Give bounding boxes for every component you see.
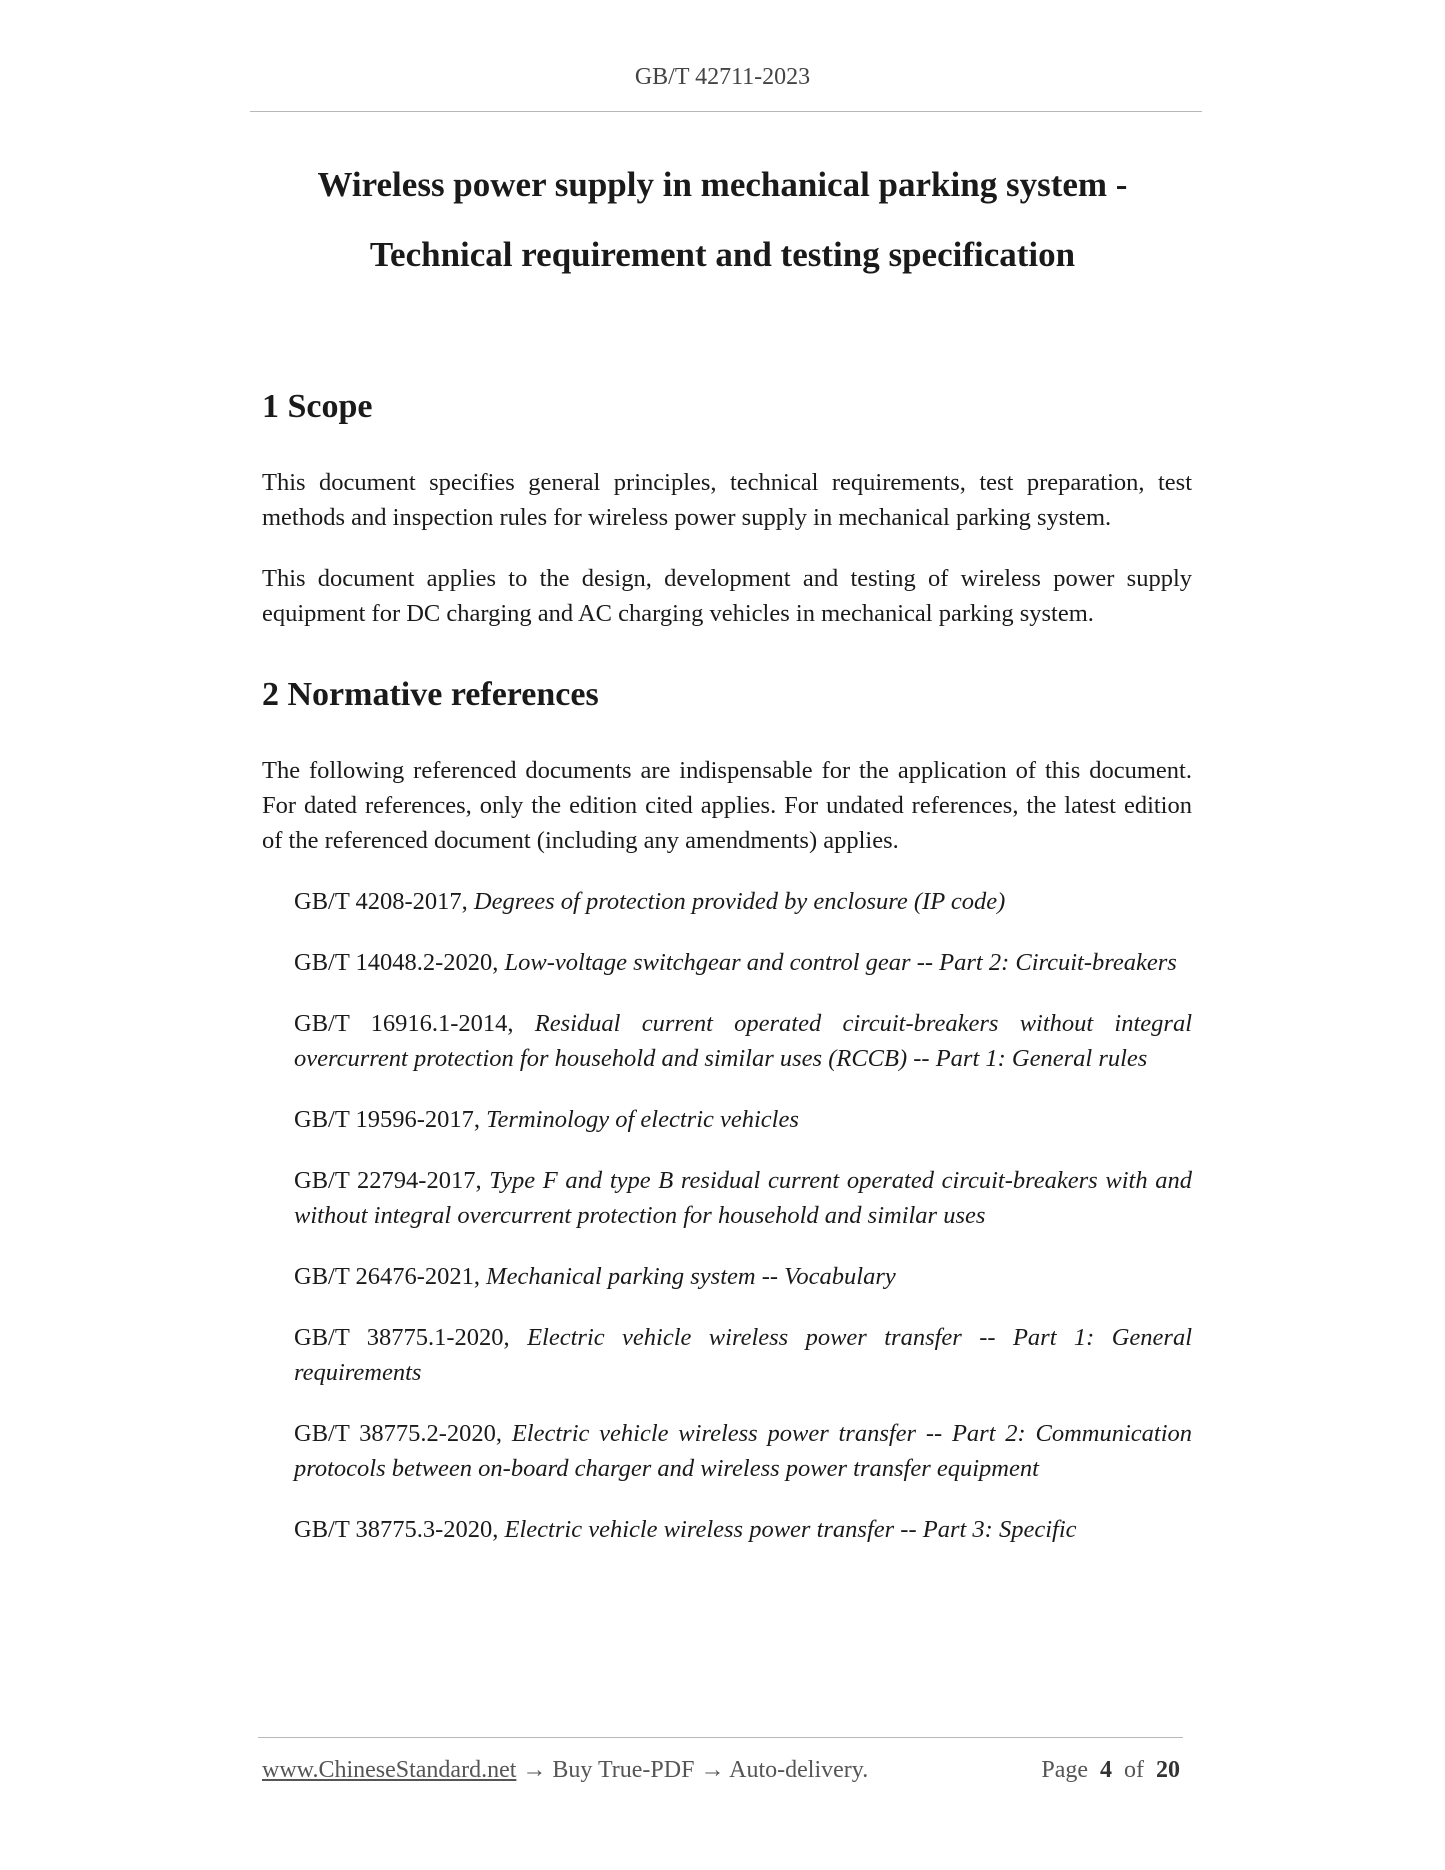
page-number: [1041, 1757, 1180, 1784]
arrow-right-icon: →: [694, 1757, 730, 1783]
buy-true-pdf-text: Buy True-PDF: [552, 1757, 695, 1783]
reference-code: GB/T 16916.1-2014,: [294, 1010, 514, 1037]
reference-title: Mechanical parking system -- Vocabulary: [486, 1263, 896, 1290]
reference-code: GB/T 22794-2017,: [294, 1167, 482, 1194]
normative-intro-paragraph: The following referenced documents are indispensable for the application of this document. For dated references, only the edition cited applies. For undated references, the latest edition of the referenced document (including any amendments) applies.: [262, 757, 1192, 854]
reference-code: GB/T 19596-2017,: [294, 1106, 481, 1133]
reference-title: Low-voltage switchgear and control gear -- Part 2: Circuit-breakers: [504, 949, 1177, 976]
reference-title: Electric vehicle wireless power transfer -- Part 2: Communication protocols between on-board charger and wireless power transfer equipment: [294, 1420, 1193, 1482]
page-label: Page: [1041, 1757, 1088, 1783]
reference-code: GB/T 38775.3-2020,: [294, 1516, 499, 1543]
reference-code: GB/T 4208-2017,: [294, 888, 468, 915]
reference-title: Residual current operated circuit-breakers without integral overcurrent protection for household and similar uses (RCCB) -- Part 1: General rules: [294, 1010, 1193, 1072]
reference-item: [294, 1320, 1192, 1390]
reference-item: [294, 1416, 1192, 1486]
reference-title: Terminology of electric vehicles: [486, 1106, 799, 1133]
reference-item: [294, 1259, 1192, 1294]
section-heading-normative-references: 2 Normative references: [262, 676, 599, 713]
footer-promo: [262, 1757, 868, 1784]
reference-item: [294, 1102, 1192, 1137]
chinesestandard-link[interactable]: www.ChineseStandard.net: [262, 1757, 517, 1783]
reference-item: [294, 1163, 1192, 1233]
document-body: [262, 385, 1192, 1547]
reference-code: GB/T 14048.2-2020,: [294, 949, 499, 976]
footer-divider: [258, 1737, 1183, 1738]
reference-code: GB/T 26476-2021,: [294, 1263, 481, 1290]
title-line-2: Technical requirement and testing specification: [369, 235, 1076, 274]
reference-item: [294, 1512, 1192, 1547]
reference-title: Electric vehicle wireless power transfer -- Part 3: Specific: [504, 1516, 1077, 1543]
scope-paragraph-2: This document applies to the design, development and testing of wireless power supply equipment for DC charging and AC charging vehicles in mechanical parking system.: [262, 565, 1192, 627]
reference-item: [294, 945, 1192, 980]
reference-title: Type F and type B residual current operated circuit-breakers with and without integral overcurrent protection for household and similar uses: [294, 1167, 1192, 1229]
page-header: [0, 64, 1445, 91]
reference-code: GB/T 38775.2-2020,: [294, 1420, 503, 1447]
arrow-right-icon: →: [516, 1757, 553, 1783]
section-heading-scope: 1 Scope: [262, 388, 373, 425]
reference-title: Degrees of protection provided by enclosure (IP code): [473, 888, 1006, 915]
document-title: [0, 150, 1445, 290]
auto-delivery-text: Auto-delivery.: [729, 1757, 869, 1783]
page-of-label: of: [1124, 1757, 1144, 1783]
page-current: 4: [1100, 1757, 1112, 1783]
page-total: 20: [1156, 1757, 1180, 1783]
header-divider: [250, 111, 1202, 112]
reference-title: Electric vehicle wireless power transfer -- Part 1: General requirements: [294, 1324, 1193, 1386]
title-line-1: Wireless power supply in mechanical parking system -: [317, 165, 1128, 204]
reference-item: [294, 884, 1192, 919]
reference-code: GB/T 38775.1-2020,: [294, 1324, 510, 1351]
scope-paragraph-1: This document specifies general principles, technical requirements, test preparation, test methods and inspection rules for wireless power supply in mechanical parking system.: [262, 469, 1192, 531]
document-id: GB/T 42711-2023: [634, 64, 811, 90]
reference-item: [294, 1006, 1192, 1076]
